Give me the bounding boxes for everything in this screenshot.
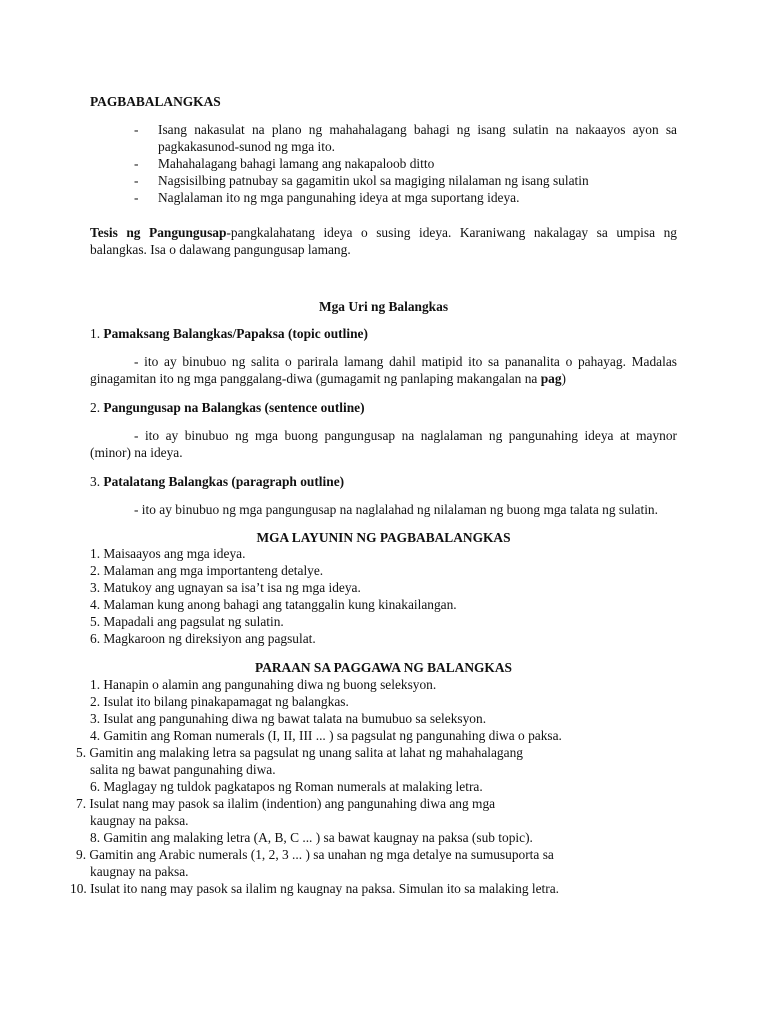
layunin-title: MGA LAYUNIN NG PAGBABALANGKAS: [256, 530, 511, 545]
tesis-definition: -pangkalahatang ideya o susing ideya. Karaniwang nakalagay sa umpisa ng balangkas. Isa o dalawang pangungusap lamang.: [90, 225, 677, 257]
list-item: 5. Gamitin ang malaking letra sa pagsulat ng unang salita at lahat ng mahahalagang salita ng bawat pangunahing diwa.: [76, 745, 523, 777]
paraan-list: [70, 676, 570, 897]
list-item: 7. Isulat nang may pasok sa ilalim (indention) ang pangunahing diwa ang mga kaugnay na paksa.: [76, 796, 496, 828]
list-item: [90, 172, 677, 189]
paraan-title: PARAAN SA PAGGAWA NG BALANGKAS: [255, 660, 512, 675]
type-name: Pangungusap na Balangkas (sentence outline): [103, 400, 365, 415]
layunin-list: [90, 545, 677, 647]
list-item: 6. Magkaroon ng direksiyon ang pagsulat.: [90, 631, 316, 646]
bullet-dash: -: [134, 190, 139, 205]
list-item: 2. Isulat ito bilang pinakapamagat ng balangkas.: [90, 694, 349, 709]
type-description-emphasis: pag: [540, 371, 562, 386]
list-item: 4. Gamitin ang Roman numerals (I, II, III ... ) sa pagsulat ng pangunahing diwa o paksa.: [90, 728, 562, 743]
bullet-text: Mahahalagang bahagi lamang ang nakapaloob ditto: [158, 156, 435, 171]
type-number: 1.: [90, 326, 101, 341]
type-name: Patalatang Balangkas (paragraph outline): [103, 474, 345, 489]
list-item: 1. Maisaayos ang mga ideya.: [90, 546, 246, 561]
bullet-text: Nagsisilbing patnubay sa gagamitin ukol sa magiging nilalaman ng isang sulatin: [158, 173, 589, 188]
bullet-text: Naglalaman ito ng mga pangunahing ideya at mga suportang ideya.: [158, 190, 520, 205]
type-name: Pamaksang Balangkas/Papaksa (topic outline): [103, 326, 368, 341]
list-item: 5. Mapadali ang pagsulat ng sulatin.: [90, 614, 284, 629]
type-description-end: ): [561, 371, 566, 386]
bullet-text: Isang nakasulat na plano ng mahahalagang bahagi ng isang sulatin na nakaayos ayon sa pagkakasunod-sunod ng mga ito.: [158, 122, 677, 154]
type-number: 2.: [90, 400, 101, 415]
type-description: - ito ay binubuo ng mga pangungusap na naglalahad ng nilalaman ng buong mga talata ng sulatin.: [134, 502, 658, 517]
type-heading: [90, 325, 368, 342]
list-item: 9. Gamitin ang Arabic numerals (1, 2, 3 ... ) sa unahan ng mga detalye na sumusuporta sa kaugnay na paksa.: [76, 847, 554, 879]
bullet-dash: -: [134, 173, 139, 188]
list-item: 8. Gamitin ang malaking letra (A, B, C ... ) sa bawat kaugnay na paksa (sub topic).: [90, 830, 533, 845]
list-item: [90, 189, 677, 206]
tesis-term: Tesis ng Pangungusap: [90, 225, 227, 240]
list-item: 4. Malaman kung anong bahagi ang tatanggalin kung kinakailangan.: [90, 597, 457, 612]
definition-bullet-list: [90, 121, 677, 206]
type-heading: [90, 399, 365, 416]
list-item: 3. Matukoy ang ugnayan sa isa’t isa ng mga ideya.: [90, 580, 361, 595]
page-title: PAGBABALANGKAS: [90, 94, 221, 109]
list-item: 6. Maglagay ng tuldok pagkatapos ng Roman numerals at malaking letra.: [90, 779, 483, 794]
bullet-dash: -: [134, 156, 139, 171]
list-item: 1. Hanapin o alamin ang pangunahing diwa ng buong seleksyon.: [90, 677, 437, 692]
list-item: 2. Malaman ang mga importanteng detalye.: [90, 563, 324, 578]
type-description: [90, 353, 677, 387]
types-title: Mga Uri ng Balangkas: [318, 299, 449, 314]
list-item: [90, 121, 677, 155]
type-heading: [90, 473, 344, 490]
bullet-dash: -: [134, 122, 139, 137]
type-description: - ito ay binubuo ng mga buong pangungusap na naglalaman ng pangunahing ideya at maynor (minor) na ideya.: [90, 428, 677, 460]
tesis-paragraph: [90, 224, 677, 258]
list-item: 10. Isulat ito nang may pasok sa ilalim ng kaugnay na paksa. Simulan ito sa malaking letra.: [70, 881, 560, 896]
list-item: 3. Isulat ang pangunahing diwa ng bawat talata na bumubuo sa seleksyon.: [90, 711, 487, 726]
list-item: [90, 155, 677, 172]
type-description-text: - ito ay binubuo ng salita o parirala lamang dahil matipid ito sa pananalita o pahayag. Madalas ginagamitan ito ng mga panggalang-diwa (gumagamit ng panlaping makangalan na: [90, 354, 677, 386]
type-number: 3.: [90, 474, 101, 489]
